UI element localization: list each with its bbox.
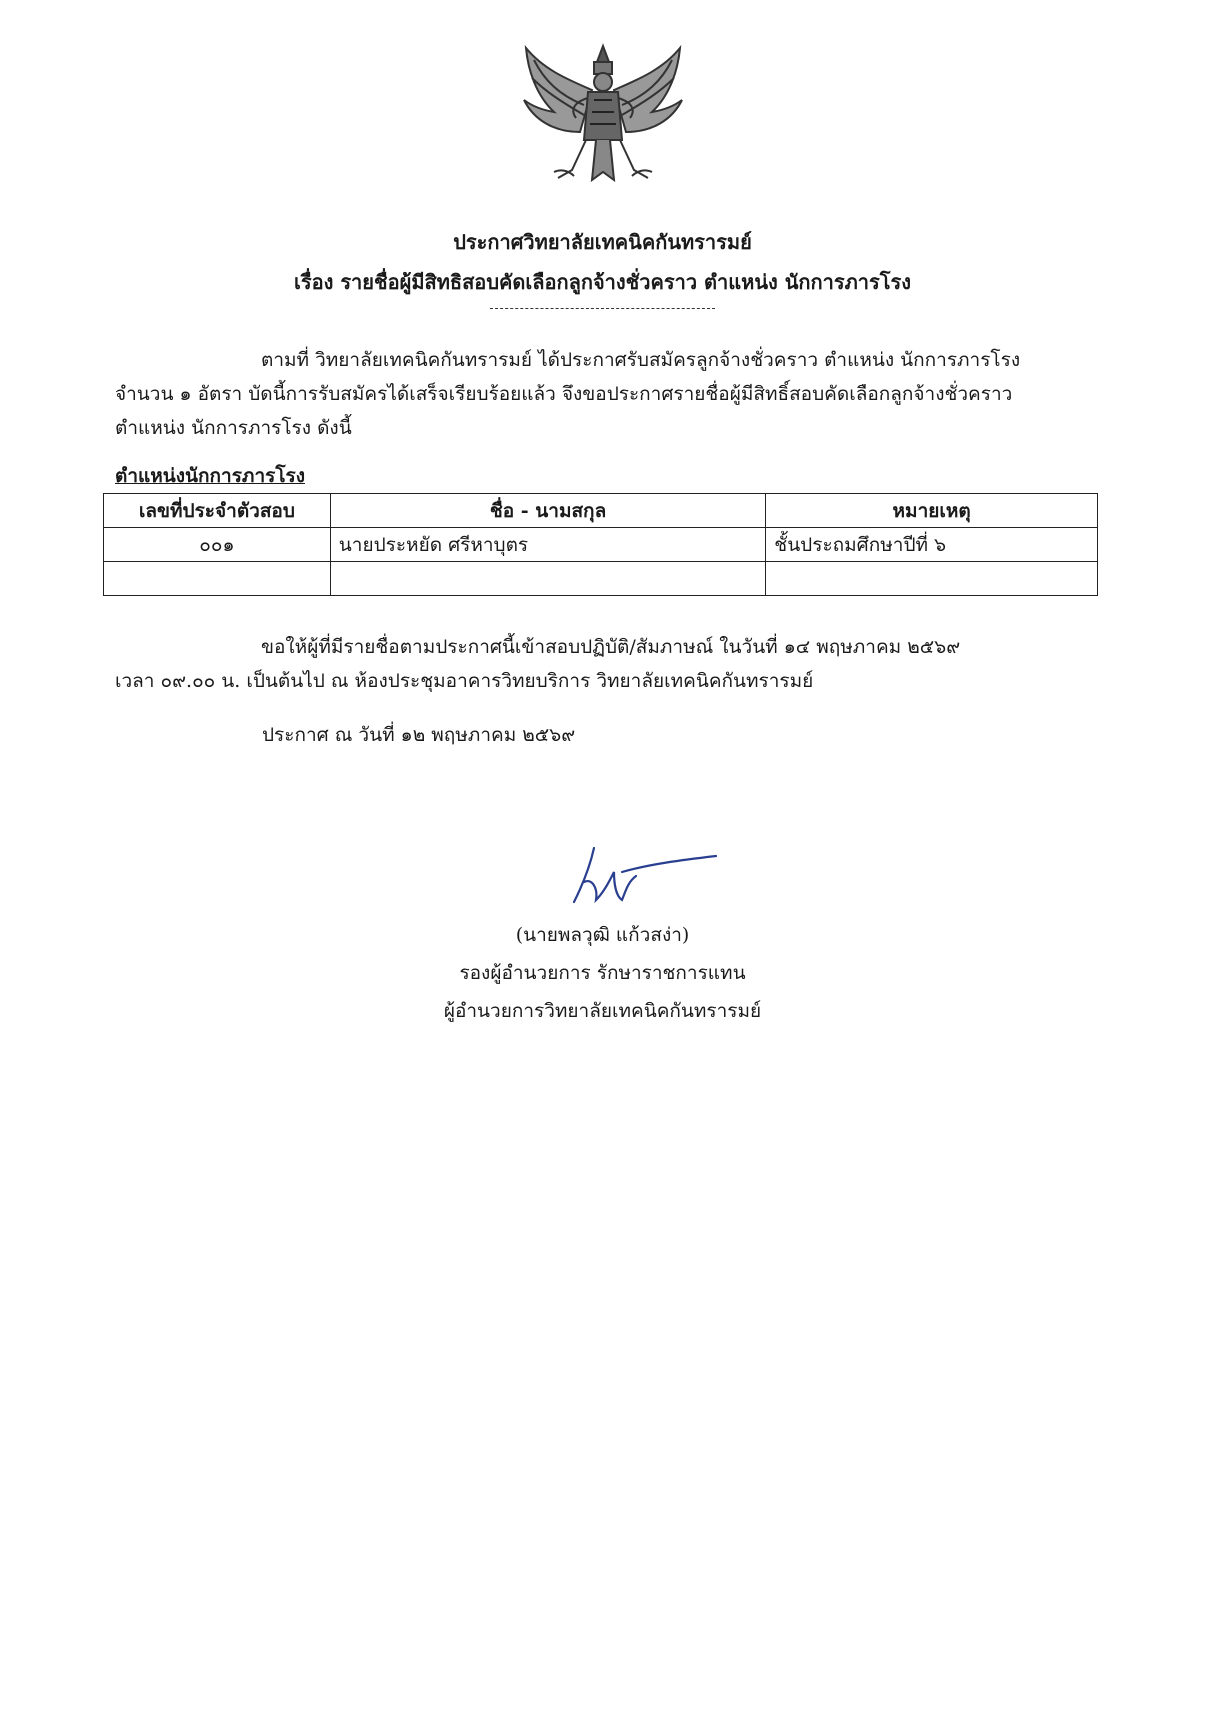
cell-exam-number [104,562,331,596]
header-full-name: ชื่อ - นามสกุล [330,494,766,528]
candidate-table [103,493,1098,596]
cell-full-name [330,562,766,596]
title-separator [490,308,715,309]
exam-line-1: ขอให้ผู้ที่มีรายชื่อตามประกาศนี้เข้าสอบปฏิบัติ/สัมภาษณ์ ในวันที่ ๑๔ พฤษภาคม ๒๕๖๙ [261,636,961,658]
document-subject: เรื่อง รายชื่อผู้มีสิทธิสอบคัดเลือกลูกจ้างชั่วคราว ตำแหน่ง นักการภารโรง [294,270,911,294]
cell-exam-number: ๐๐๑ [104,528,331,562]
header-remarks: หมายเหตุ [766,494,1098,528]
signer-role-acting: รองผู้อำนวยการ รักษาราชการแทน [459,962,746,984]
intro-line-3: ตำแหน่ง นักการภารโรง ดังนี้ [115,417,352,439]
table-row [104,562,1098,596]
intro-line-2: จำนวน ๑ อัตรา บัดนี้การรับสมัครได้เสร็จเรียบร้อยแล้ว จึงขอประกาศรายชื่อผู้มีสิทธิ์สอบคัดเลือกลูกจ้างชั่วคราว [115,383,1013,405]
signer-role-director: ผู้อำนวยการวิทยาลัยเทคนิคกันทรารมย์ [443,1000,762,1022]
signer-name: (นายพลวุฒิ แก้วสง่า) [515,924,690,946]
exam-paragraph [115,630,1098,698]
cell-remarks [766,562,1098,596]
position-heading: ตำแหน่งนักการภารโรง [115,465,305,487]
intro-line-1: ตามที่ วิทยาลัยเทคนิคกันทรารมย์ ได้ประกาศรับสมัครลูกจ้างชั่วคราว ตำแหน่ง นักการภารโรง [261,349,1021,371]
exam-line-2: เวลา ๐๙.๐๐ น. เป็นต้นไป ณ ห้องประชุมอาคารวิทยบริการ วิทยาลัยเทคนิคกันทรารมย์ [115,670,814,692]
announcement-date: ประกาศ ณ วันที่ ๑๒ พฤษภาคม ๒๕๖๙ [262,724,576,746]
handwritten-signature [570,842,720,912]
table-row [104,528,1098,562]
table-header-row [104,494,1098,528]
cell-remarks: ชั้นประถมศึกษาปีที่ ๖ [766,528,1098,562]
garuda-emblem-icon [514,40,692,190]
intro-paragraph [115,343,1098,445]
cell-full-name: นายประหยัด ศรีหาบุตร [330,528,766,562]
document-title: ประกาศวิทยาลัยเทคนิคกันทรารมย์ [453,230,752,254]
header-exam-number: เลขที่ประจำตัวสอบ [104,494,331,528]
